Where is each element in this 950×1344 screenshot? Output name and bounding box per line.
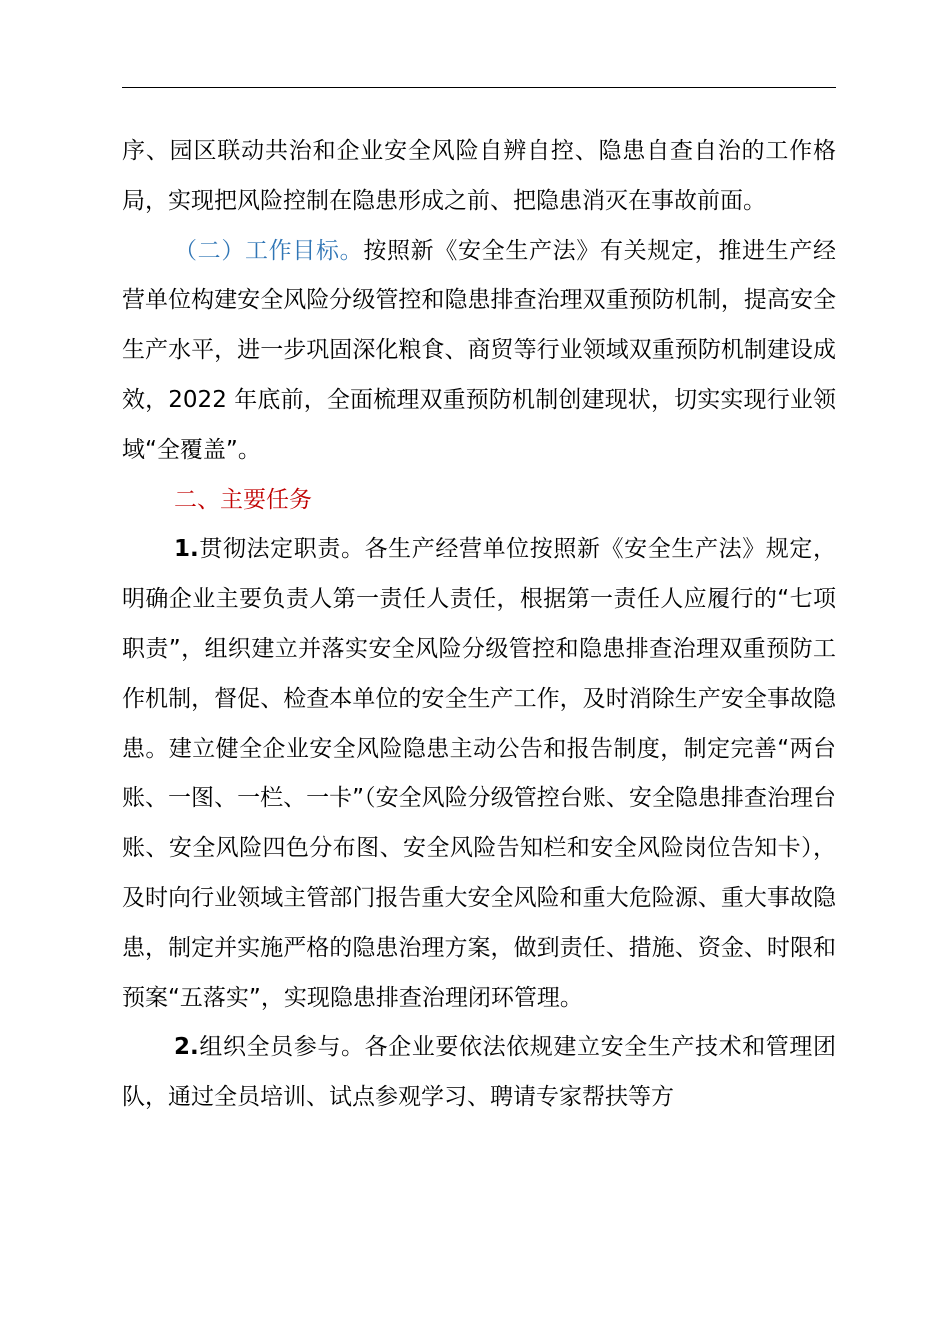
task-number: 1. <box>174 536 199 563</box>
paragraph-work-goal <box>122 227 836 476</box>
task-number: 2. <box>174 1034 199 1061</box>
paragraph-task-2 <box>122 1023 836 1123</box>
header-rule <box>122 87 836 88</box>
section-heading-main-tasks <box>122 476 836 526</box>
paragraph-text: 序、园区联动共治和企业安全风险自辨自控、隐患自查自治的工作格局，实现把风险控制在隐患形成之前、把隐患消灭在事故前面。 <box>122 138 836 214</box>
section-heading-text: 二、主要任务 <box>174 486 312 513</box>
paragraph-text: 组织全员参与。各企业要依法依规建立安全生产技术和管理团队，通过全员培训、试点参观学习、聘请专家帮扶等方 <box>122 1034 836 1111</box>
paragraph-task-1 <box>122 525 836 1023</box>
paragraph-text: 贯彻法定职责。各生产经营单位按照新《安全生产法》规定，明确企业主要负责人第一责任人责任，根据第一责任人应履行的“七项职责”，组织建立并落实安全风险分级管控和隐患排查治理双重预防工作机制，督促、检查本单位的安全生产工作，及时消除生产安全事故隐患。建立健全企业安全风险隐患主动公告和报告制度，制定完善“两台账、一图、一栏、一卡”（安全风险分级管控台账、安全隐患排查治理台账、安全风险四色分布图、安全风险告知栏和安全风险岗位告知卡），及时向行业领域主管部门报告重大安全风险和重大危险源、重大事故隐患，制定并实施严格的隐患治理方案，做到责任、措施、资金、时限和预案“五落实”，实现隐患排查治理闭环管理。 <box>122 536 836 1011</box>
document-body <box>122 127 836 1123</box>
paragraph-intro <box>122 127 836 227</box>
subheading-work-goal: （二）工作目标。 <box>174 237 364 264</box>
paragraph-text: 按照新《安全生产法》有关规定，推进生产经营单位构建安全风险分级管控和隐患排查治理双重预防机制，提高安全生产水平，进一步巩固深化粮食、商贸等行业领域双重预防机制建设成效，2022 年底前，全面梳理双重预防机制创建现状，切实实现行业领域“全覆盖”。 <box>122 237 837 463</box>
